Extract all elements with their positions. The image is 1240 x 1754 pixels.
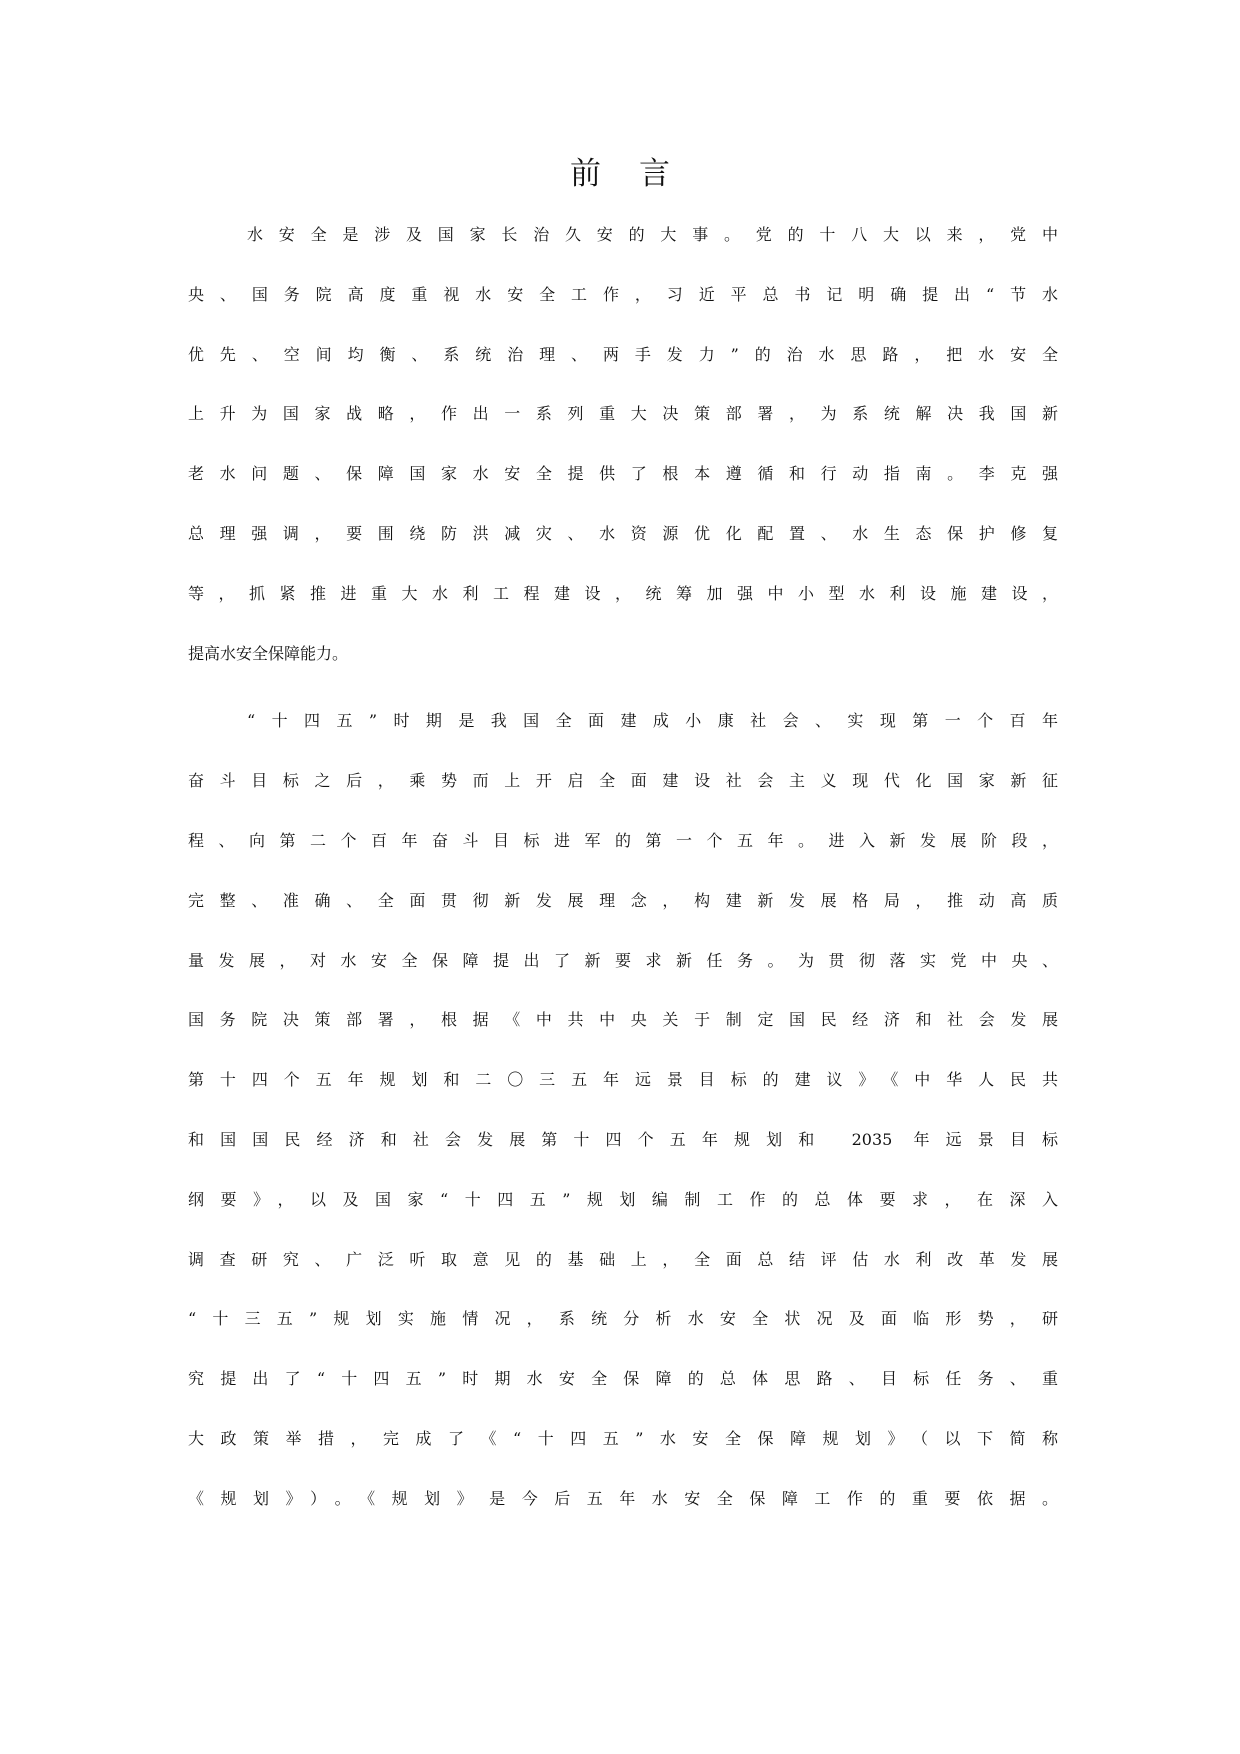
paragraph-line: 《规划》）。《规划》是今后五年水安全保障工作的重要依据。 (188, 1488, 1058, 1508)
paragraph-line: 央、国务院高度重视水安全工作，习近平总书记明确提出“节水 (188, 284, 1058, 304)
document-body (188, 222, 1058, 1546)
paragraph-line: 国务院决策部署，根据《中共中央关于制定国民经济和社会发展 (188, 1010, 1058, 1030)
paragraph-line: 第十四个五年规划和二〇三五年远景目标的建议》《中华人民共 (188, 1070, 1058, 1090)
paragraph-line: “十四五”时期是我国全面建成小康社会、实现第一个百年 (247, 711, 1058, 731)
paragraph-line: 奋斗目标之后，乘势而上开启全面建设社会主义现代化国家新征 (188, 771, 1058, 791)
paragraph-line: 究提出了“十四五”时期水安全保障的总体思路、目标任务、重 (188, 1369, 1058, 1389)
paragraph-line: 量发展，对水安全保障提出了新要求新任务。为贯彻落实党中央、 (188, 950, 1058, 970)
paragraph-1 (188, 222, 1058, 700)
paragraph-line: 完整、准确、全面贯彻新发展理念，构建新发展格局，推动高质 (188, 890, 1058, 910)
paragraph-line: 优先、空间均衡、系统治理、两手发力”的治水思路，把水安全 (188, 344, 1058, 364)
paragraph-line: 纲要》，以及国家“十四五”规划编制工作的总体要求，在深入 (188, 1189, 1058, 1209)
paragraph-line: 和国国民经济和社会发展第十四个五年规划和 2035 年远景目标 (188, 1129, 1058, 1149)
paragraph-line: 水安全是涉及国家长治久安的大事。党的十八大以来，党中 (247, 225, 1058, 244)
title-char-1: 前 (570, 156, 601, 192)
paragraph-line: 老水问题、保障国家水安全提供了根本遵循和行动指南。李克强 (188, 464, 1058, 484)
paragraph-line: 提高水安全保障能力。 (188, 643, 349, 663)
page-title (0, 154, 1240, 194)
paragraph-line: 调查研究、广泛听取意见的基础上，全面总结评估水利改革发展 (188, 1249, 1058, 1269)
paragraph-line: 上升为国家战略，作出一系列重大决策部署，为系统解决我国新 (188, 404, 1058, 424)
paragraph-line: 大政策举措，完成了《“十四五”水安全保障规划》（以下简称 (188, 1428, 1058, 1448)
paragraph-line: 等，抓紧推进重大水利工程建设，统筹加强中小型水利设施建设， (188, 583, 1058, 603)
paragraph-line: 总理强调，要围绕防洪减灾、水资源优化配置、水生态保护修复 (188, 523, 1058, 543)
paragraph-line: 程、向第二个百年奋斗目标进军的第一个五年。进入新发展阶段， (188, 830, 1058, 850)
paragraph-line: “十三五”规划实施情况，系统分析水安全状况及面临形势，研 (188, 1309, 1058, 1329)
title-char-2: 言 (639, 156, 670, 192)
paragraph-2 (188, 708, 1058, 1545)
